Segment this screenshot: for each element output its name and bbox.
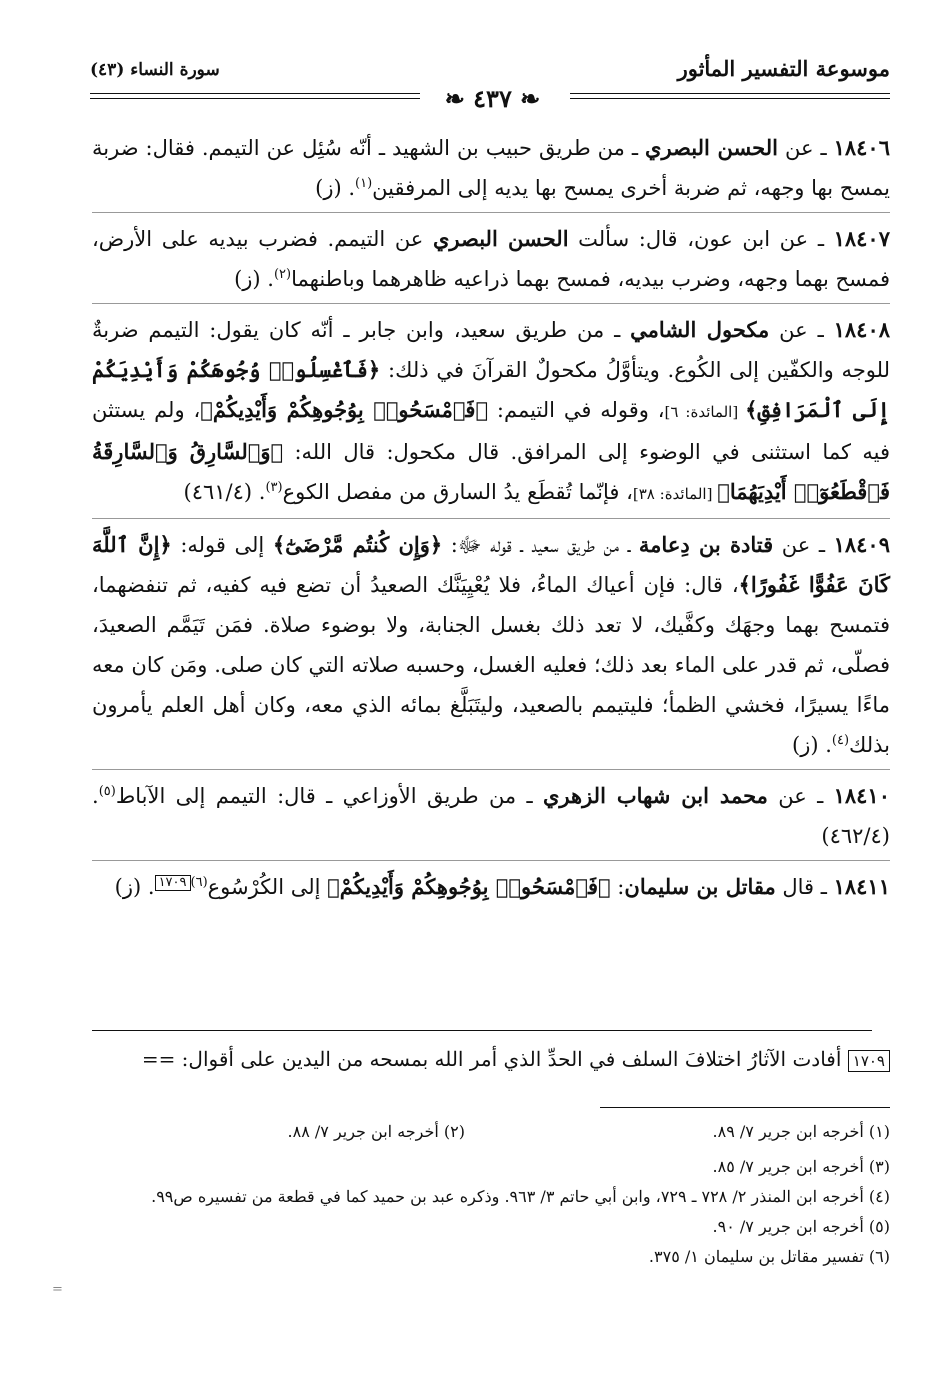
footnote-marker: (٣) xyxy=(265,480,283,495)
page-number-value: ٤٣٧ xyxy=(473,84,512,113)
quran-verse: ﴿فَٱغْسِلُوا۟ وُجُوهَكُمْ وَأَيْدِيَكُمْ إِلَى ٱلْمَرَافِقِ﴾ xyxy=(92,357,890,422)
header-rule-left xyxy=(90,98,420,99)
verse-reference: [المائدة: ٦] xyxy=(664,403,746,421)
narration-text: ، وقوله في التيمم: xyxy=(488,398,665,422)
narration-text: ـ من طريق الأوزاعي ـ قال: التيمم إلى الآباط xyxy=(115,784,543,808)
footnote-row xyxy=(40,1122,890,1152)
narration-18407 xyxy=(92,219,890,304)
narration-number: ١٨٤٠٦ xyxy=(833,135,890,160)
narration-prefix: ـ عن xyxy=(767,784,834,808)
narration-source: . (٤٦١/٤) xyxy=(183,480,266,504)
quran-verse: ﴿فَٱمْسَحُوا۟ بِوُجُوهِكُمْ وَأَيْدِيكُمْ﴾ xyxy=(327,874,611,899)
commentary-number-box: ١٧٠٩ xyxy=(848,1050,890,1072)
narration-18408 xyxy=(92,310,890,519)
narrator-name: مقاتل بن سليمان xyxy=(624,874,776,899)
narration-text: عن التيمم. فضرب بيديه على الأرض، فمسح بهما وجهه، وضرب بيديه، فمسح بهما ذراعيه ظاهرهما وباطنهما xyxy=(92,227,890,291)
narration-prefix: ـ عن xyxy=(769,318,834,342)
quran-verse: ﴿وَإِن كُنتُم مَّرْضَىٰٓ﴾ xyxy=(272,532,443,557)
narration-text: : xyxy=(610,875,625,899)
narration-source: . (ز) xyxy=(114,875,155,899)
commentary-separator xyxy=(92,1030,872,1031)
narration-text: ـ من طريق سعيد ـ قوله ﷻ: xyxy=(442,533,639,557)
narration-number: ١٨٤٠٨ xyxy=(833,317,891,342)
narration-prefix: ـ عن ابن عون، قال: سألت xyxy=(568,227,834,251)
narrator-name: الحسن البصري xyxy=(645,135,778,160)
footnotes-separator xyxy=(600,1107,890,1108)
footnote-marker: (١) xyxy=(355,176,373,191)
narration-text: ، قال: فإن أعياك الماءُ، فلا يُعْيِيَنَّك الصعيدُ أن تضع فيه كفيه، ثم تنفضهما، فتمسح بهما وجهَك وكفَّيك، لا تعد ذلك بغسل الجنابة، ولا بوضوء صلاة. فمَن تَيَمَّم الصعيدَ، فصلّى، ثم قدر على الماء بعد ذلك؛ فعليه الغسل، وحسبه صلاته التي كان صلى. ومَن كان معه ماءًا يسيرًا، فخشي الظمأ؛ فليتيمم بالصعيد، وليتَبَلَّغ بمائه الذي معه، وكان أهل العلم يأمرون بذلك xyxy=(92,573,890,757)
margin-mark: = xyxy=(52,1282,63,1297)
verse-reference: [المائدة: ٣٨] xyxy=(632,485,718,503)
footnote-marker: (٥) xyxy=(98,784,116,799)
narration-text: ، ولم يستثن فيه كما استثنى في الوضوء إلى المرافق. قال مكحول: قال الله: xyxy=(92,398,890,464)
main-text xyxy=(92,128,890,917)
narration-number: ١٨٤٠٩ xyxy=(833,532,890,557)
header-rule-left-thin xyxy=(90,93,420,94)
footnote-6: (٦) تفسير مقاتل بن سليمان ١/ ٣٧٥. xyxy=(648,1247,890,1266)
header-rule-right xyxy=(570,98,890,99)
narration-text: إلى الكُرْسُوع xyxy=(207,875,328,899)
narration-18411 xyxy=(92,867,890,911)
narration-number: ١٨٤٠٧ xyxy=(833,226,890,251)
narration-source: . (ز) xyxy=(315,176,356,200)
narration-text: ـ من طريق حبيب بن الشهيد ـ أنّه سُئِل عن التيمم. فقال: ضربة يمسح بها وجهه، ثم ضربة أخرى يمسح بها يديه إلى المرفقين xyxy=(92,136,890,200)
footnote-3: (٣) أخرجه ابن جرير ٧/ ٨٥. xyxy=(712,1157,890,1176)
narration-text: ، فإنّما تُقطَع يدُ السارق من مفصل الكوع xyxy=(282,480,633,504)
narration-18406 xyxy=(92,128,890,213)
quran-verse: ﴿وَٱلسَّارِقُ وَٱلسَّارِقَةُ فَٱقْطَعُوٓا۟ أَيْدِيَهُمَا﴾ xyxy=(92,439,890,504)
narration-text: إلى قوله: xyxy=(171,533,273,557)
footnote-2: (٢) أخرجه ابن جرير ٧/ ٨٨. xyxy=(287,1122,465,1141)
narration-source: . (ز) xyxy=(234,267,274,291)
narration-source: . (ز) xyxy=(792,733,832,757)
footnote-1: (١) أخرجه ابن جرير ٧/ ٨٩. xyxy=(712,1122,890,1141)
header-rule-right-thin xyxy=(570,93,890,94)
narration-source: . (٤٦٢/٤) xyxy=(92,784,890,848)
page-header xyxy=(90,50,890,113)
surah-title: سورة النساء (٤٣) xyxy=(90,60,220,80)
narration-prefix: ـ قال xyxy=(775,875,834,899)
narration-18409 xyxy=(92,525,890,770)
footnote-marker: (٦) xyxy=(190,875,208,890)
footnotes xyxy=(40,1122,890,1272)
commentary-note xyxy=(40,1042,890,1076)
page-number: ❧ ٤٣٧ ❧ xyxy=(444,84,541,113)
narration-number: ١٨٤١٠ xyxy=(833,783,890,808)
quran-verse: ﴿إِنَّ ٱللَّهَ كَانَ عَفُوًّا غَفُورًا﴾ xyxy=(92,532,890,597)
narration-number: ١٨٤١١ xyxy=(833,874,890,899)
narration-text: ـ من طريق سعيد، وابن جابر ـ أنّه كان يقول: التيمم ضربةٌ للوجه والكفّين إلى الكُوع. ويتأوَّلُ مكحولٌ القرآنَ في ذلك: xyxy=(92,318,890,382)
narration-18410 xyxy=(92,776,890,861)
quran-verse: ﴿فَٱمْسَحُوا۟ بِوُجُوهِكُمْ وَأَيْدِيكُمْ﴾ xyxy=(200,397,489,422)
footnote-4: (٤) أخرجه ابن المنذر ٢/ ٧٢٨ ـ ٧٢٩، وابن أبي حاتم ٣/ ٩٦٣. وذكره عبد بن حميد كما في قطعة من تفسيره ص٩٩. xyxy=(151,1187,890,1206)
narrator-name: قتادة بن دِعامة xyxy=(638,532,774,557)
narrator-name: مكحول الشامي xyxy=(630,317,770,342)
narration-prefix: ـ عن xyxy=(773,533,834,557)
commentary-link-box[interactable]: ١٧٠٩ xyxy=(155,875,191,891)
narrator-name: الحسن البصري xyxy=(432,226,569,251)
footnote-marker: (٢) xyxy=(273,267,292,282)
narrator-name: محمد ابن شهاب الزهري xyxy=(543,783,768,808)
commentary-text: أفادت الآثارُ اختلافَ السلف في الحدِّ الذي أمر الله بمسحه من اليدين على أقوال: == xyxy=(141,1047,848,1071)
footnote-5: (٥) أخرجه ابن جرير ٧/ ٩٠. xyxy=(712,1217,890,1236)
book-title: موسوعة التفسير المأثور xyxy=(677,56,890,81)
footnote-marker: (٤) xyxy=(831,733,850,748)
narration-prefix: ـ عن xyxy=(777,136,834,160)
